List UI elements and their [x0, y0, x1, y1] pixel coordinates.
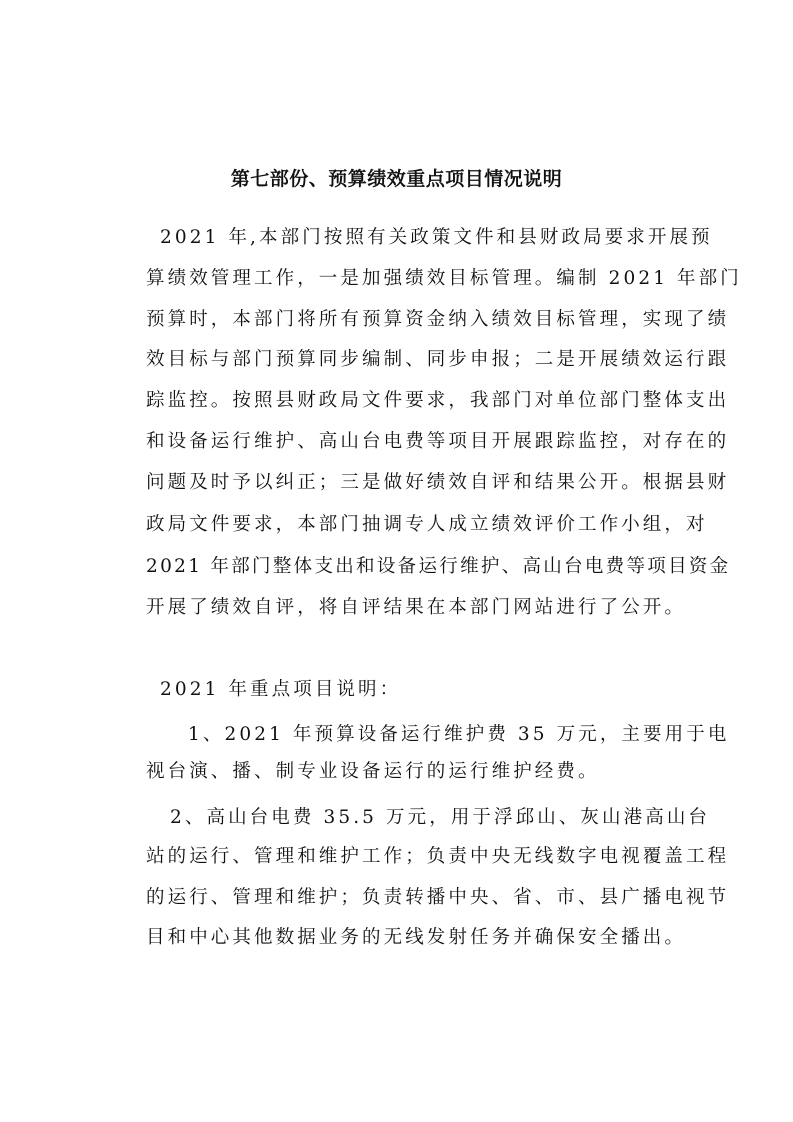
text-line: 2021 年,本部门按照有关政策文件和县财政局要求开展预	[160, 227, 713, 248]
text-line: 踪监控。按照县财政局文件要求，我部门对单位部门整体支出	[146, 390, 730, 411]
text-line: 开展了绩效自评，将自评结果在本部门网站进行了公开。	[146, 597, 687, 618]
text-line: 效目标与部门预算同步编制、同步申报；二是开展绩效运行跟	[146, 349, 730, 370]
text-line: 预算时，本部门将所有预算资金纳入绩效目标管理，实现了绩	[146, 309, 730, 330]
text-line: 政局文件要求，本部门抽调专人成立绩效评价工作小组，对	[146, 514, 708, 535]
text-line: 2、高山台电费 35.5 万元，用于浮邱山、灰山港高山台	[170, 807, 711, 828]
text-line: 问题及时予以纠正；三是做好绩效自评和结果公开。根据县财	[146, 472, 730, 493]
text-line: 1、2021 年预算设备运行维护费 35 万元，主要用于电	[188, 724, 730, 745]
text-line: 视台演、播、制专业设备运行的运行维护经费。	[146, 761, 600, 782]
text-line: 目和中心其他数据业务的无线发射任务并确保安全播出。	[146, 927, 687, 948]
text-line: 的运行、管理和维护；负责转播中央、省、市、县广播电视节	[146, 887, 730, 908]
section-heading: 2021 年重点项目说明：	[160, 679, 402, 700]
text-line: 算绩效管理工作，一是加强绩效目标管理。编制 2021 年部门	[146, 268, 742, 289]
text-line: 和设备运行维护、高山台电费等项目开展跟踪监控，对存在的	[146, 431, 730, 452]
document-title: 第七部份、预算绩效重点项目情况说明	[230, 168, 563, 190]
text-line: 2021 年部门整体支出和设备运行维护、高山台电费等项目资金	[146, 556, 731, 577]
text-line: 站的运行、管理和维护工作；负责中央无线数字电视覆盖工程	[146, 846, 730, 867]
